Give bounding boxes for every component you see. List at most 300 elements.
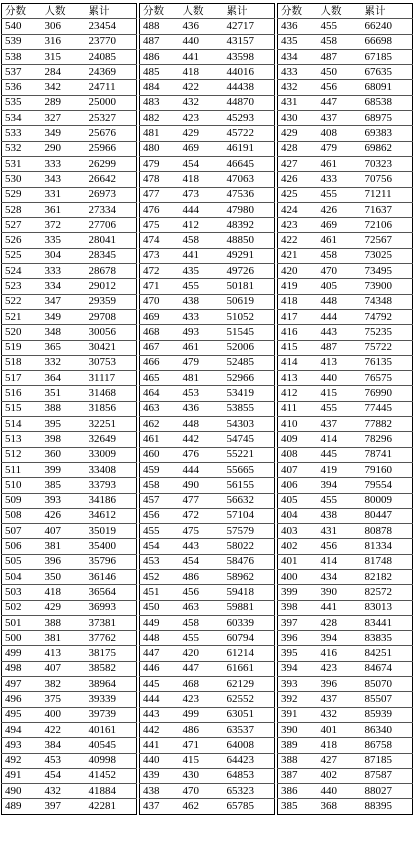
table-row xyxy=(140,600,275,615)
cell-count: 486 xyxy=(180,569,224,584)
cell-score: 431 xyxy=(278,95,318,110)
cell-cumulative: 36146 xyxy=(86,569,137,584)
table-row xyxy=(2,600,137,615)
table-row xyxy=(2,95,137,110)
score-table-2 xyxy=(139,3,275,815)
cell-count: 434 xyxy=(318,569,362,584)
cell-score: 529 xyxy=(2,187,42,202)
table-row xyxy=(278,141,413,156)
cell-cumulative: 31117 xyxy=(86,371,137,386)
cell-score: 465 xyxy=(140,371,180,386)
cell-cumulative: 31856 xyxy=(86,401,137,416)
cell-score: 457 xyxy=(140,493,180,508)
cell-score: 507 xyxy=(2,524,42,539)
table-row xyxy=(278,646,413,661)
table-row xyxy=(2,49,137,64)
table-row xyxy=(140,478,275,493)
cell-score: 389 xyxy=(278,738,318,753)
cell-score: 402 xyxy=(278,539,318,554)
cell-score: 459 xyxy=(140,462,180,477)
cell-count: 388 xyxy=(42,401,86,416)
cell-count: 433 xyxy=(318,172,362,187)
table-row xyxy=(278,447,413,462)
cell-count: 440 xyxy=(180,34,224,49)
table-row xyxy=(278,432,413,447)
table-row xyxy=(140,172,275,187)
cell-cumulative: 86758 xyxy=(362,738,413,753)
cell-score: 462 xyxy=(140,417,180,432)
cell-cumulative: 82572 xyxy=(362,585,413,600)
cell-count: 333 xyxy=(42,156,86,171)
cell-score: 404 xyxy=(278,508,318,523)
cell-score: 407 xyxy=(278,462,318,477)
cell-cumulative: 62129 xyxy=(224,677,275,692)
cell-count: 399 xyxy=(42,462,86,477)
table-row xyxy=(140,233,275,248)
cell-count: 388 xyxy=(42,615,86,630)
cell-count: 455 xyxy=(180,279,224,294)
cell-cumulative: 38582 xyxy=(86,661,137,676)
table-row xyxy=(140,432,275,447)
cell-score: 531 xyxy=(2,156,42,171)
cell-count: 475 xyxy=(180,524,224,539)
cell-cumulative: 36993 xyxy=(86,600,137,615)
cell-score: 391 xyxy=(278,707,318,722)
cell-count: 437 xyxy=(318,692,362,707)
cell-cumulative: 56632 xyxy=(224,493,275,508)
cell-score: 420 xyxy=(278,264,318,279)
cell-score: 464 xyxy=(140,386,180,401)
cell-score: 528 xyxy=(2,202,42,217)
table-row xyxy=(140,569,275,584)
cell-count: 453 xyxy=(180,386,224,401)
cell-score: 442 xyxy=(140,722,180,737)
cell-score: 408 xyxy=(278,447,318,462)
cell-cumulative: 63051 xyxy=(224,707,275,722)
cell-cumulative: 58962 xyxy=(224,569,275,584)
table-row xyxy=(2,264,137,279)
cell-cumulative: 71211 xyxy=(362,187,413,202)
cell-count: 343 xyxy=(42,172,86,187)
cell-cumulative: 85070 xyxy=(362,677,413,692)
cell-score: 510 xyxy=(2,478,42,493)
table-row xyxy=(278,172,413,187)
cell-score: 523 xyxy=(2,279,42,294)
cell-cumulative: 30753 xyxy=(86,355,137,370)
table-row xyxy=(278,355,413,370)
table-row xyxy=(2,661,137,676)
table-row xyxy=(278,631,413,646)
cell-cumulative: 70323 xyxy=(362,156,413,171)
cell-score: 398 xyxy=(278,600,318,615)
cell-cumulative: 83013 xyxy=(362,600,413,615)
cell-cumulative: 32251 xyxy=(86,417,137,432)
table-row xyxy=(278,677,413,692)
table-row xyxy=(140,141,275,156)
cell-score: 454 xyxy=(140,539,180,554)
cell-cumulative: 27706 xyxy=(86,218,137,233)
cell-cumulative: 68538 xyxy=(362,95,413,110)
cell-cumulative: 85507 xyxy=(362,692,413,707)
cell-score: 453 xyxy=(140,554,180,569)
cell-cumulative: 48850 xyxy=(224,233,275,248)
table-row xyxy=(140,539,275,554)
cell-cumulative: 62552 xyxy=(224,692,275,707)
cell-count: 306 xyxy=(42,19,86,34)
cell-score: 432 xyxy=(278,80,318,95)
cell-score: 516 xyxy=(2,386,42,401)
cell-count: 289 xyxy=(42,95,86,110)
cell-count: 428 xyxy=(318,615,362,630)
cell-count: 331 xyxy=(42,187,86,202)
table-row xyxy=(2,141,137,156)
cell-count: 486 xyxy=(180,722,224,737)
cell-count: 447 xyxy=(318,95,362,110)
table-row xyxy=(2,340,137,355)
cell-cumulative: 78741 xyxy=(362,447,413,462)
cell-cumulative: 68975 xyxy=(362,111,413,126)
table-row xyxy=(278,569,413,584)
cell-cumulative: 25000 xyxy=(86,95,137,110)
cell-count: 458 xyxy=(180,615,224,630)
cell-count: 422 xyxy=(180,80,224,95)
cell-score: 446 xyxy=(140,661,180,676)
table-row xyxy=(278,294,413,309)
cell-count: 454 xyxy=(180,554,224,569)
cell-score: 406 xyxy=(278,478,318,493)
table-row xyxy=(278,524,413,539)
table-row xyxy=(140,264,275,279)
cell-count: 461 xyxy=(180,340,224,355)
cell-count: 487 xyxy=(318,49,362,64)
table-row xyxy=(2,401,137,416)
cell-count: 413 xyxy=(42,646,86,661)
table-row xyxy=(140,784,275,799)
table-row xyxy=(278,722,413,737)
cell-count: 427 xyxy=(318,753,362,768)
cell-cumulative: 69383 xyxy=(362,126,413,141)
cell-score: 478 xyxy=(140,172,180,187)
cell-cumulative: 85939 xyxy=(362,707,413,722)
table-row xyxy=(2,722,137,737)
cell-cumulative: 76135 xyxy=(362,355,413,370)
table-header-row xyxy=(278,4,413,19)
cell-count: 394 xyxy=(318,478,362,493)
cell-count: 398 xyxy=(42,432,86,447)
cell-score: 385 xyxy=(281,800,298,813)
cell-count: 462 xyxy=(182,800,199,813)
cell-score: 517 xyxy=(2,371,42,386)
cell-cumulative: 40161 xyxy=(86,722,137,737)
table-row xyxy=(278,417,413,432)
table-row xyxy=(2,126,137,141)
cell-score: 437 xyxy=(143,800,160,813)
cell-cumulative: 59881 xyxy=(224,600,275,615)
cell-cumulative: 29708 xyxy=(86,309,137,324)
table-row xyxy=(140,279,275,294)
cell-cumulative: 74348 xyxy=(362,294,413,309)
cell-count: 332 xyxy=(42,355,86,370)
cell-count: 455 xyxy=(318,187,362,202)
cell-count: 477 xyxy=(180,493,224,508)
cell-score: 488 xyxy=(140,19,180,34)
cell-score: 502 xyxy=(2,600,42,615)
cell-count: 432 xyxy=(318,707,362,722)
table-row xyxy=(140,753,275,768)
cell-score: 422 xyxy=(278,233,318,248)
cell-count: 413 xyxy=(318,355,362,370)
cell-count: 395 xyxy=(42,417,86,432)
table-row xyxy=(140,417,275,432)
cell-count: 472 xyxy=(180,508,224,523)
table-row xyxy=(278,478,413,493)
cell-cumulative: 72567 xyxy=(362,233,413,248)
cell-cumulative: 88395 xyxy=(364,800,392,813)
cell-score: 500 xyxy=(2,631,42,646)
cell-score: 508 xyxy=(2,508,42,523)
cell-score: 472 xyxy=(140,264,180,279)
cell-score: 503 xyxy=(2,585,42,600)
cell-score: 527 xyxy=(2,218,42,233)
cell-score: 394 xyxy=(278,661,318,676)
cell-score: 493 xyxy=(2,738,42,753)
cell-score: 484 xyxy=(140,80,180,95)
cell-count: 350 xyxy=(42,569,86,584)
cell-score: 509 xyxy=(2,493,42,508)
table-row xyxy=(140,493,275,508)
cell-cumulative: 30056 xyxy=(86,325,137,340)
cell-cumulative: 58022 xyxy=(224,539,275,554)
table-row xyxy=(278,768,413,783)
cell-count: 448 xyxy=(180,417,224,432)
cell-count: 445 xyxy=(318,447,362,462)
cell-score: 456 xyxy=(140,508,180,523)
table-row xyxy=(140,646,275,661)
cell-count: 437 xyxy=(318,417,362,432)
cell-cumulative: 67635 xyxy=(362,65,413,80)
cell-count: 453 xyxy=(42,753,86,768)
table-row xyxy=(278,340,413,355)
cell-score: 425 xyxy=(278,187,318,202)
cell-cumulative: 66240 xyxy=(362,19,413,34)
table-row xyxy=(278,126,413,141)
table-row xyxy=(2,65,137,80)
cell-cumulative: 57579 xyxy=(224,524,275,539)
cell-cumulative: 81334 xyxy=(362,539,413,554)
table-row xyxy=(140,34,275,49)
table-row xyxy=(278,156,413,171)
table-row xyxy=(278,753,413,768)
cell-count: 360 xyxy=(42,447,86,462)
cell-score: 497 xyxy=(2,677,42,692)
cell-count: 316 xyxy=(42,34,86,49)
cell-count: 444 xyxy=(318,309,362,324)
cell-cumulative: 33408 xyxy=(86,462,137,477)
cell-count: 432 xyxy=(180,95,224,110)
table-row xyxy=(2,447,137,462)
cell-count: 414 xyxy=(318,554,362,569)
table-row xyxy=(2,172,137,187)
cell-count: 408 xyxy=(318,126,362,141)
cell-cumulative: 64008 xyxy=(224,738,275,753)
cell-cumulative: 28345 xyxy=(86,248,137,263)
cell-cumulative: 77445 xyxy=(362,401,413,416)
cell-cumulative: 49726 xyxy=(224,264,275,279)
cell-cumulative: 73495 xyxy=(362,264,413,279)
cell-count: 365 xyxy=(42,340,86,355)
cell-score: 525 xyxy=(2,248,42,263)
cell-score: 538 xyxy=(2,49,42,64)
cell-score: 530 xyxy=(2,172,42,187)
cell-cumulative: 33793 xyxy=(86,478,137,493)
cell-score: 405 xyxy=(278,493,318,508)
cell-score: 526 xyxy=(2,233,42,248)
cell-score: 397 xyxy=(278,615,318,630)
table-row xyxy=(278,248,413,263)
cell-cumulative: 68091 xyxy=(362,80,413,95)
cell-cumulative: 49291 xyxy=(224,248,275,263)
table-row xyxy=(278,111,413,126)
cell-score: 403 xyxy=(278,524,318,539)
header-score: 分数 xyxy=(278,4,318,19)
cell-count: 487 xyxy=(318,340,362,355)
cell-count: 443 xyxy=(180,539,224,554)
table-row xyxy=(2,738,137,753)
table-row xyxy=(278,401,413,416)
table-row xyxy=(140,707,275,722)
cell-score: 495 xyxy=(2,707,42,722)
cell-cumulative: 52966 xyxy=(224,371,275,386)
cell-cumulative: 65323 xyxy=(224,784,275,799)
cell-count: 416 xyxy=(318,646,362,661)
cell-score: 496 xyxy=(2,692,42,707)
cell-count: 441 xyxy=(180,49,224,64)
cell-count: 476 xyxy=(180,447,224,462)
cell-cumulative: 23770 xyxy=(86,34,137,49)
cell-score: 426 xyxy=(278,172,318,187)
cell-score: 412 xyxy=(278,386,318,401)
cell-score: 477 xyxy=(140,187,180,202)
cell-score: 417 xyxy=(278,309,318,324)
cell-cumulative: 27334 xyxy=(86,202,137,217)
cell-count: 382 xyxy=(42,677,86,692)
table-row xyxy=(140,156,275,171)
table-row xyxy=(140,677,275,692)
table-row xyxy=(2,202,137,217)
table-row xyxy=(2,707,137,722)
cell-count: 470 xyxy=(318,264,362,279)
table-row xyxy=(2,585,137,600)
cell-cumulative: 31468 xyxy=(86,386,137,401)
cell-score: 485 xyxy=(140,65,180,80)
table-row xyxy=(278,325,413,340)
cell-count: 432 xyxy=(42,784,86,799)
cell-count: 499 xyxy=(180,707,224,722)
cell-count: 396 xyxy=(42,554,86,569)
cell-count: 290 xyxy=(42,141,86,156)
table-row xyxy=(278,49,413,64)
cell-score: 458 xyxy=(140,478,180,493)
cell-score: 513 xyxy=(2,432,42,447)
cell-score: 388 xyxy=(278,753,318,768)
cell-score: 490 xyxy=(2,784,42,799)
cell-score: 524 xyxy=(2,264,42,279)
cell-cumulative: 80447 xyxy=(362,508,413,523)
table-row xyxy=(278,95,413,110)
cell-cumulative: 66698 xyxy=(362,34,413,49)
cell-score: 540 xyxy=(2,19,42,34)
header-score: 分数 xyxy=(2,4,42,19)
cell-cumulative: 76990 xyxy=(362,386,413,401)
cell-score: 413 xyxy=(278,371,318,386)
table-row xyxy=(278,65,413,80)
cell-cumulative: 50181 xyxy=(224,279,275,294)
cell-count: 315 xyxy=(42,49,86,64)
cell-cumulative: 41884 xyxy=(86,784,137,799)
table-row xyxy=(140,508,275,523)
cell-score: 416 xyxy=(278,325,318,340)
table-row xyxy=(278,554,413,569)
cell-score: 455 xyxy=(140,524,180,539)
cell-score: 399 xyxy=(278,585,318,600)
cell-cumulative: 39339 xyxy=(86,692,137,707)
cell-cumulative: 32649 xyxy=(86,432,137,447)
cell-cumulative: 77882 xyxy=(362,417,413,432)
cell-cumulative: 35400 xyxy=(86,539,137,554)
cell-cumulative: 83835 xyxy=(362,631,413,646)
cell-count: 426 xyxy=(42,508,86,523)
cell-count: 372 xyxy=(42,218,86,233)
cell-score: 533 xyxy=(2,126,42,141)
cell-score: 436 xyxy=(278,19,318,34)
cell-count: 447 xyxy=(180,661,224,676)
cell-score: 415 xyxy=(278,340,318,355)
cell-cumulative: 47980 xyxy=(224,202,275,217)
cell-cumulative: 37381 xyxy=(86,615,137,630)
cell-score: 449 xyxy=(140,615,180,630)
cell-score: 418 xyxy=(278,294,318,309)
cell-count: 437 xyxy=(318,111,362,126)
table-row xyxy=(278,692,413,707)
cell-count: 422 xyxy=(42,722,86,737)
cell-score: 486 xyxy=(140,49,180,64)
cell-cumulative: 29012 xyxy=(86,279,137,294)
cell-count: 469 xyxy=(180,141,224,156)
cell-cumulative: 60339 xyxy=(224,615,275,630)
cell-count: 418 xyxy=(318,738,362,753)
cell-count: 415 xyxy=(180,753,224,768)
cell-score: 487 xyxy=(140,34,180,49)
cell-count: 333 xyxy=(42,264,86,279)
table-row xyxy=(2,309,137,324)
cell-cumulative: 51545 xyxy=(224,325,275,340)
cell-score: 469 xyxy=(140,309,180,324)
table-row xyxy=(140,95,275,110)
cell-score: 421 xyxy=(278,248,318,263)
cell-score: 411 xyxy=(278,401,318,416)
table-row xyxy=(2,248,137,263)
header-count: 人数 xyxy=(318,4,362,19)
cell-count: 458 xyxy=(180,233,224,248)
table-row xyxy=(140,615,275,630)
table-row xyxy=(278,386,413,401)
cell-cumulative: 28041 xyxy=(86,233,137,248)
cell-count: 454 xyxy=(180,156,224,171)
table-row xyxy=(140,309,275,324)
table-row xyxy=(140,340,275,355)
table-row xyxy=(278,707,413,722)
cell-score: 448 xyxy=(140,631,180,646)
